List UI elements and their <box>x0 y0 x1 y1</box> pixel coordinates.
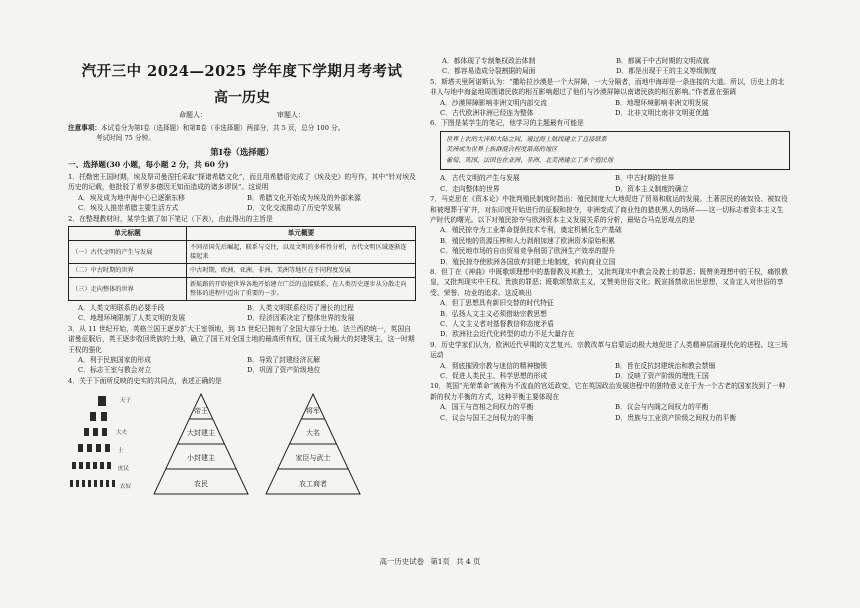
footer-page: 第1页 <box>430 557 450 566</box>
question-4-options <box>430 56 790 77</box>
pyramid-japan-level-4: 农工商者 <box>299 480 327 489</box>
figA-level-2: 大夫 <box>116 430 128 437</box>
q3-option-d: D．巩固了资产阶级地位 <box>247 366 321 375</box>
q9-option-c: C．促进人类民主、科学思想的形成 <box>440 372 548 381</box>
q4-option-d: D．都是出现于王的主义等级制度 <box>616 67 717 76</box>
staff-line <box>68 110 416 120</box>
q2-option-b: B．人类文明联系经历了漫长的过程 <box>247 304 354 313</box>
pyramid-japan-level-3: 家臣与武士 <box>295 454 331 463</box>
question-6-options <box>430 173 790 194</box>
q2-table-header-title: 单元标题 <box>69 227 187 241</box>
q4-option-c: C．都容易造成分裂割据的局面 <box>442 67 536 76</box>
q5-option-a: A．沙漠屏障影响非洲文明内部交流 <box>440 98 547 107</box>
proposer-label: 命题人： <box>179 111 207 119</box>
q2-option-d: D．经济因素决定了整体世界的发展 <box>247 314 355 323</box>
q6-option-b: B．中古时期的世界 <box>615 174 675 183</box>
q2-row1-title: （一）古代文明的产生与发展 <box>69 241 187 264</box>
q9-option-a: A．彻底摧毁宗教与迷信的精神枷锁 <box>440 361 547 370</box>
q7-option-c: C．殖民地市场的自由贸易竞争削弱了欧洲生产效率的提升 <box>440 247 616 256</box>
question-3-options <box>68 355 416 376</box>
q5-option-b: B．地理环境影响非洲文明发展 <box>615 98 709 107</box>
notice-label: 注意事项： <box>68 124 101 132</box>
q2-row3-summary: 新航路的开辟使世界各地开始建立广泛的直接联系，在人类历史逐步从分散走向整体的进程中迈出了重要的一步。 <box>186 278 415 301</box>
figA-level-4: 庶民 <box>118 466 130 473</box>
q2-table <box>68 226 416 301</box>
pyramid-japan-level-2: 大名 <box>306 429 320 438</box>
exam-title: 汽开三中 2024—2025 学年度下学期月考考试 <box>81 63 403 80</box>
q1-option-d: D．文化交流推动了历史学发展 <box>247 204 341 213</box>
q6-note-line2: 美洲成为世界上族群混合程度最高的地区 <box>446 146 558 154</box>
q10-option-a: A．国王与首相之间权力的平衡 <box>440 403 534 412</box>
question-6-stem: 6．下图是某学生的笔记，他学习的主题最有可能是 <box>430 119 584 128</box>
pyramid-europe-level-1: 帝王 <box>194 407 208 416</box>
q8-option-a: A．但丁思想具有新旧交替的时代特征 <box>440 299 554 308</box>
q2-row2-summary: 中古时期，欧洲、亚洲、非洲、美洲等地区在不同程度发展 <box>186 264 415 278</box>
q4-figures <box>68 388 416 496</box>
q10-option-c: C．议会与国王之间权力的平衡 <box>440 413 534 422</box>
q6-note-box <box>440 131 790 171</box>
question-5-options <box>430 98 790 119</box>
q6-option-d: D．资本主义制度的确立 <box>615 184 689 193</box>
reviewer-label: 审题人： <box>277 111 305 119</box>
q8-option-c: C．人文主义者对基督教信仰态度矛盾 <box>440 320 554 329</box>
part-title: 一、选择题(30 小题，每小题 2 分，共 60 分) <box>68 160 229 169</box>
q6-note-line3: 葡萄、英国、法国也在亚洲、非洲、北美洲建立了多个殖民地 <box>446 156 614 164</box>
question-5-stem: 5．斯塔夫里阿诺斯认为：“撒哈拉沙漠是一个大屏障，一大分隔者，而地中海却是一条连接的大道。所以，历史上的北非人与地中海盆地周围诸民族的相互影响超过了他们与沙漠屏障以南诸民族的相互影响。”作者意在强调 <box>430 77 785 97</box>
question-2-stem: 2．在整理教材时，某学生做了如下笔记（下表），由此得出的主旨是 <box>68 214 273 223</box>
page-footer <box>0 556 860 567</box>
q6-note-line1: 世界上农的大洋和大陆之间，通过海上航线建立了直接联系 <box>446 135 607 143</box>
q1-option-a: A．埃及成为地中海中心已逐渐东移 <box>78 193 185 202</box>
q3-option-b: B．导致了封建经济瓦解 <box>247 356 320 365</box>
q6-option-c: C．走向整体的世界 <box>440 184 500 193</box>
figA-level-3: 士 <box>118 448 124 455</box>
question-10-options <box>430 402 790 423</box>
q4-figure-pyramid-japan <box>264 392 362 496</box>
q7-option-d: D．殖民掠夺使欧洲各国放弃封建土地制度，转向商业立国 <box>440 257 616 266</box>
q2-table-header-summary: 单元概要 <box>186 227 415 241</box>
q10-option-b: B．议会与内阁之间权力的平衡 <box>615 403 709 412</box>
q1-option-b: B．希腊文化开始成为埃及的外部来源 <box>247 193 361 202</box>
q2-row1-summary: 不同帝国先后崛起，联系与交往，以及文明的多样性分析，古代文明区域逐渐连接起来 <box>186 241 415 264</box>
figA-level-5: 农奴 <box>120 484 132 491</box>
left-column <box>68 58 416 498</box>
q5-option-c: C．古代欧洲非洲已经连为整体 <box>440 109 534 118</box>
question-2-options <box>68 303 416 324</box>
question-4-stem: 4．关于下面所反映的史实的共同点，表述正确的是 <box>68 376 222 385</box>
q8-option-d: D．欧洲社会近代化转型的动力不足大量存在 <box>440 330 575 339</box>
notice-line2: 考试时间 75 分钟。 <box>96 134 155 142</box>
q4-figure-feudal-hierarchy <box>68 394 138 496</box>
q2-option-a: A．人类文明联系的必要手段 <box>78 304 165 313</box>
pyramid-europe-level-2: 大封建主 <box>187 429 215 438</box>
q4-figure-pyramid-europe <box>152 392 250 496</box>
question-8-stem: 8．但丁在《神曲》中既歌颂理想中的基督教及其教士，又批判现实中教会及教士的罪恶；既赞美理想中的王权，痛恨教皇，又批判现实中王权、贵族的罪恶；既歌颂禁欲主义，又赞美世俗文化；既宣扬禁欲出世思想，又肯定人对世俗的享受、荣誉、功业的追求。这反映出 <box>430 268 788 297</box>
q5-option-d: D．北非文明比南非文明更优越 <box>615 109 709 118</box>
q4-option-a: A．都体现了专制集权政治体制 <box>442 57 536 65</box>
footer-total: 共 4 页 <box>456 557 481 566</box>
q6-option-a: A．古代文明的产生与发展 <box>440 174 520 183</box>
question-7-options <box>430 225 790 267</box>
q8-option-b: B．弘扬人文主义必须借助宗教思想 <box>440 309 547 318</box>
question-10-stem: 10．英国“光荣革命”被称为不流血的宫廷政变，它在英国政治发展进程中的独特意义在于为一个古老的国家找到了一种新的权力平衡的方式，这种平衡主要体现在 <box>430 382 786 401</box>
question-9-stem: 9．历史学家们认为，欧洲近代早期的文艺复兴、宗教改革与启蒙运动极大地促进了人类精神层面现代化的进程。这三场运动 <box>430 340 788 360</box>
notice-block <box>68 123 416 143</box>
feudal-crowd-illustration <box>68 394 138 496</box>
q3-option-a: A．利于民族国家的形成 <box>78 356 151 365</box>
pyramid-japan-level-1: 将军 <box>306 407 320 416</box>
q3-option-c: C．标志王室与教会对立 <box>78 366 152 375</box>
q9-option-b: B．旨在反抗封建统治和教会禁锢 <box>615 361 716 370</box>
question-3-stem: 3．从 11 世纪开始，英格兰国王逐步扩大王室领地，到 15 世纪已拥有了全国大部分土地。法兰西的统一，英国自诺曼征服后，英王逐步收回贵族的土地，确立了国王对全国土地的最高所有权，国王成为最大的封建领主，这一时期王权的强化 <box>68 324 415 354</box>
question-7-stem: 7．马克思在《资本论》中批判殖民制度时指出：殖民制度大大地促进了贸易和航运的发展。土著居民的被奴役、被奴役和被埋葬于矿井，对东印度开始进行的征服和掠夺，非洲变成了商业性的猎获黑人的场所——这一切标志着资本主义生产时代的曙光。以下对殖民掠夺与欧洲资本主义发展关系的分析，最贴合马克思观点的是 <box>430 195 788 224</box>
question-8-options <box>430 298 790 340</box>
figA-level-1: 天子 <box>120 398 132 405</box>
notice-line1: 本试卷分为第Ⅰ卷（选择题）和第Ⅱ卷（非选择题）两部分，共 5 页，总分 100 分。 <box>100 124 345 132</box>
footer-subject: 高一历史试卷 <box>379 557 424 566</box>
section-title: 第Ⅰ卷（选择题） <box>210 148 274 158</box>
q4-option-b: B．都属于中古时期的文明成就 <box>616 57 710 65</box>
q2-row2-title: （二）中古时期的世界 <box>69 264 187 278</box>
q7-option-a: A．殖民掠夺为工业革命提供技术专利，奠定机械化生产基础 <box>440 226 622 235</box>
pyramid-europe-level-3: 小封建主 <box>187 454 215 463</box>
pyramid-europe-level-4: 农民 <box>194 480 208 489</box>
q2-row3-title: （三）走向整体的世界 <box>69 278 187 301</box>
question-1-stem: 1．托勒密王国时期，埃及祭司曼涅托采取“探诸希腊文化”，而且用希腊语完成了《埃及史》的写作，其中“针对埃及历史的记载，他批驳了希罗多德因无知而造成的诸多谬误”。这说明 <box>68 173 416 192</box>
q9-option-d: D．反映了资产阶级的理性王国 <box>615 372 709 381</box>
q7-option-b: B．殖民地的资源压榨和人力剥削加速了欧洲资本原始积累 <box>440 236 615 245</box>
q1-option-c: C．埃及人推崇希腊主要生活方式 <box>78 204 179 213</box>
q10-option-d: D．贵族与工业资产阶级之间权力的平衡 <box>615 413 736 422</box>
q2-option-c: C．地理环境限制了人类文明的发展 <box>78 314 186 323</box>
question-9-options <box>430 361 790 382</box>
question-1-options <box>68 193 416 214</box>
right-column <box>430 56 790 423</box>
subject-title: 高一历史 <box>214 90 270 106</box>
